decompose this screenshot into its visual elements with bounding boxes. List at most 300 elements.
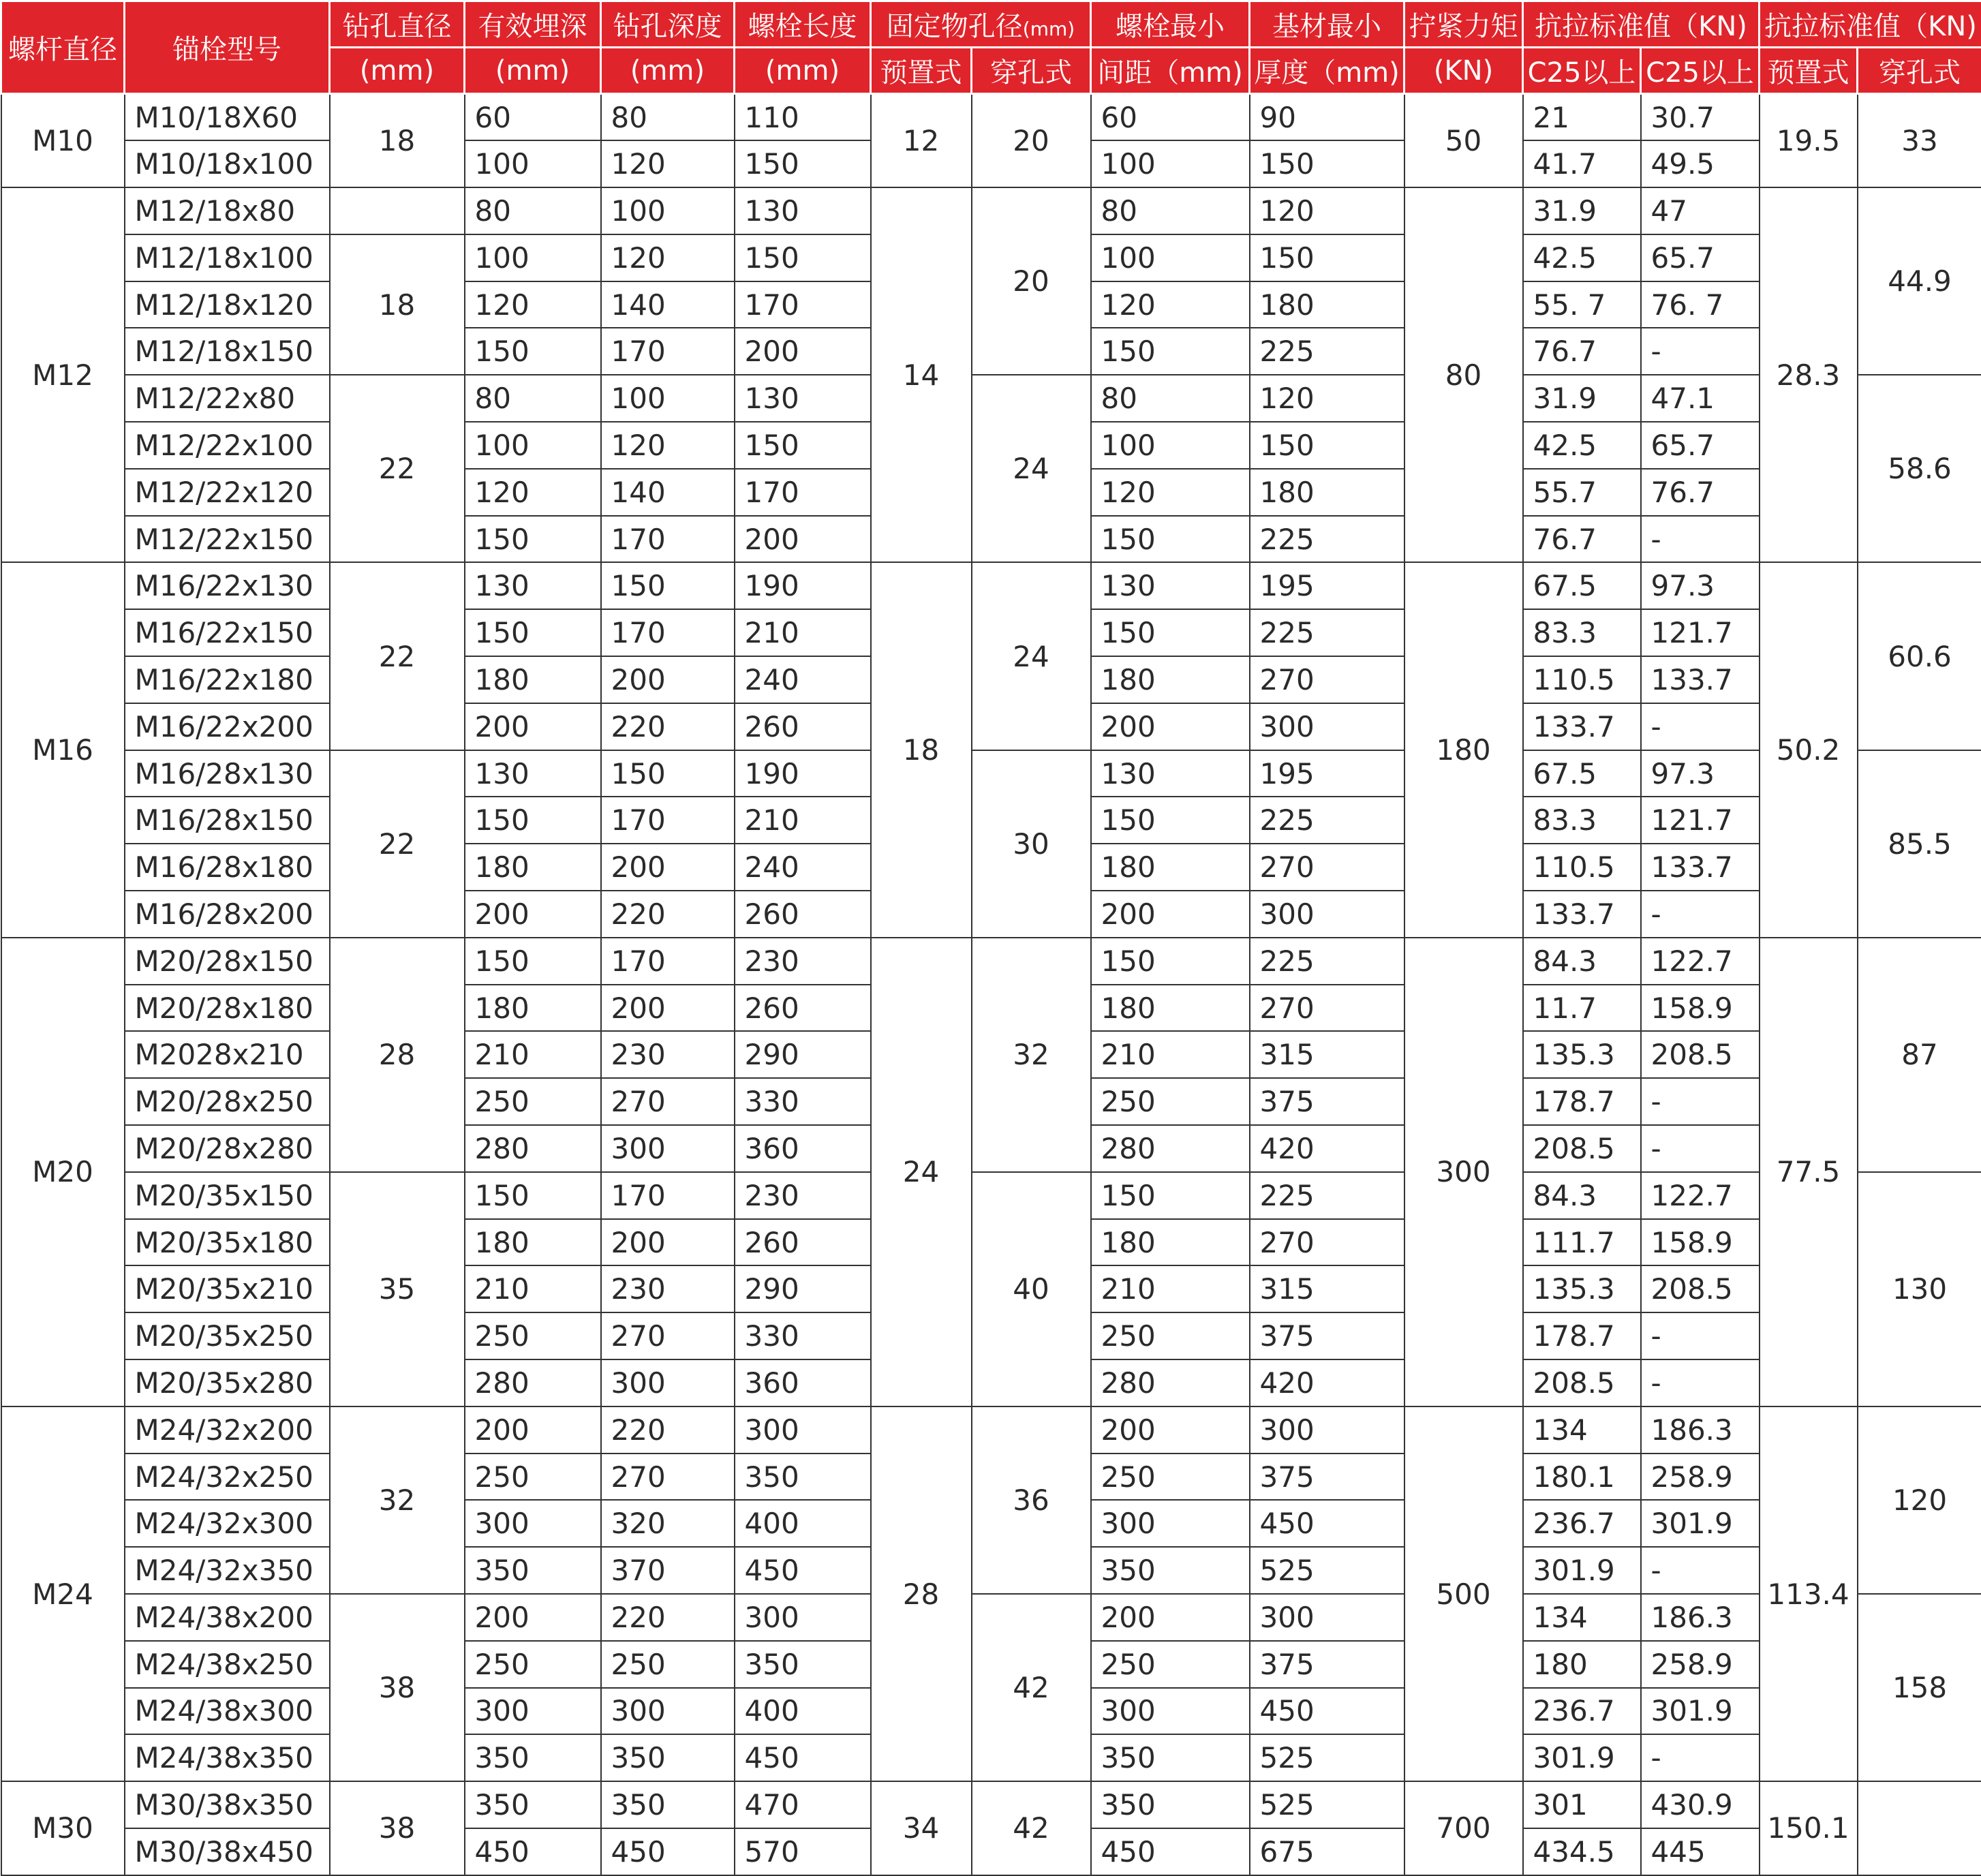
tension-through-cell: 33 xyxy=(1858,94,1981,188)
min-spacing-cell: 120 xyxy=(1091,281,1250,328)
tension-c25-a-cell: 208.5 xyxy=(1523,1125,1641,1172)
tension-c25-b-cell: - xyxy=(1641,1312,1760,1359)
drill-diameter-cell: 38 xyxy=(330,1594,465,1781)
tension-preset-cell: 28.3 xyxy=(1760,187,1858,562)
min-thickness-cell: 300 xyxy=(1250,891,1404,938)
through-hole-cell: 42 xyxy=(972,1594,1091,1781)
tension-c25-a-cell: 84.3 xyxy=(1523,1172,1641,1219)
torque-cell: 700 xyxy=(1404,1781,1523,1875)
tension-c25-b-cell: 47.1 xyxy=(1641,375,1760,422)
bolt-length-cell: 200 xyxy=(735,516,871,563)
header-anchor-model: 锚栓型号 xyxy=(125,1,330,94)
drill-diameter-cell: 28 xyxy=(330,938,465,1172)
bolt-length-cell: 230 xyxy=(735,938,871,985)
anchor-model-cell: M12/22x120 xyxy=(125,469,330,516)
preset-hole-cell: 28 xyxy=(871,1406,972,1781)
anchor-model-cell: M12/18x100 xyxy=(125,234,330,281)
tension-c25-a-cell: 42.5 xyxy=(1523,234,1641,281)
min-spacing-cell: 150 xyxy=(1091,797,1250,844)
drill-depth-cell: 300 xyxy=(601,1688,735,1735)
drill-depth-cell: 120 xyxy=(601,140,735,187)
anchor-model-cell: M20/28x250 xyxy=(125,1078,330,1125)
min-thickness-cell: 375 xyxy=(1250,1078,1404,1125)
anchor-model-cell: M10/18x100 xyxy=(125,140,330,187)
anchor-model-cell: M12/18x120 xyxy=(125,281,330,328)
tension-c25-b-cell: 76. 7 xyxy=(1641,281,1760,328)
tension-c25-b-cell: - xyxy=(1641,1734,1760,1781)
bolt-length-cell: 330 xyxy=(735,1312,871,1359)
tension-c25-a-cell: 84.3 xyxy=(1523,938,1641,985)
bolt-diameter-cell: M24 xyxy=(1,1406,125,1781)
min-spacing-cell: 250 xyxy=(1091,1078,1250,1125)
tension-through-cell: 58.6 xyxy=(1858,375,1981,562)
torque-cell: 50 xyxy=(1404,94,1523,188)
min-spacing-cell: 350 xyxy=(1091,1781,1250,1828)
embedment-cell: 130 xyxy=(465,562,601,609)
tension-c25-b-cell: 133.7 xyxy=(1641,844,1760,891)
drill-diameter-cell: 18 xyxy=(330,94,465,188)
min-spacing-cell: 150 xyxy=(1091,938,1250,985)
bolt-length-cell: 290 xyxy=(735,1031,871,1078)
tension-through-cell: 120 xyxy=(1858,1406,1981,1594)
tension-preset-cell: 113.4 xyxy=(1760,1406,1858,1781)
bolt-length-cell: 130 xyxy=(735,375,871,422)
tension-c25-b-cell: 186.3 xyxy=(1641,1594,1760,1641)
drill-depth-cell: 200 xyxy=(601,1219,735,1266)
min-spacing-cell: 350 xyxy=(1091,1734,1250,1781)
tension-c25-a-cell: 134 xyxy=(1523,1406,1641,1454)
bolt-length-cell: 260 xyxy=(735,1219,871,1266)
bolt-length-cell: 260 xyxy=(735,703,871,750)
min-spacing-cell: 200 xyxy=(1091,1594,1250,1641)
min-thickness-cell: 525 xyxy=(1250,1547,1404,1594)
min-thickness-cell: 270 xyxy=(1250,656,1404,703)
torque-cell: 500 xyxy=(1404,1406,1523,1781)
embedment-cell: 100 xyxy=(465,422,601,469)
drill-depth-cell: 140 xyxy=(601,281,735,328)
embedment-cell: 150 xyxy=(465,516,601,563)
min-thickness-cell: 450 xyxy=(1250,1500,1404,1547)
anchor-model-cell: M16/28x180 xyxy=(125,844,330,891)
bolt-length-cell: 190 xyxy=(735,562,871,609)
header-min-thickness: 基材最小 xyxy=(1250,1,1404,48)
embedment-cell: 150 xyxy=(465,797,601,844)
through-hole-cell: 30 xyxy=(972,750,1091,938)
tension-c25-a-cell: 111.7 xyxy=(1523,1219,1641,1266)
tension-c25-b-cell: - xyxy=(1641,1078,1760,1125)
header-tension-preset: 预置式 xyxy=(1760,48,1858,94)
drill-depth-cell: 170 xyxy=(601,328,735,375)
anchor-model-cell: M24/38x250 xyxy=(125,1641,330,1688)
bolt-length-cell: 170 xyxy=(735,469,871,516)
header-c25-b: C25以上 xyxy=(1641,48,1760,94)
tension-c25-b-cell: 133.7 xyxy=(1641,656,1760,703)
min-spacing-cell: 100 xyxy=(1091,422,1250,469)
drill-depth-cell: 270 xyxy=(601,1078,735,1125)
header-row-1 xyxy=(1,1,1981,48)
anchor-model-cell: M12/22x80 xyxy=(125,375,330,422)
torque-cell: 300 xyxy=(1404,938,1523,1406)
min-spacing-cell: 280 xyxy=(1091,1359,1250,1406)
drill-depth-cell: 320 xyxy=(601,1500,735,1547)
bolt-length-cell: 200 xyxy=(735,328,871,375)
tension-preset-cell: 19.5 xyxy=(1760,94,1858,188)
anchor-model-cell: M16/22x130 xyxy=(125,562,330,609)
tension-c25-a-cell: 133.7 xyxy=(1523,703,1641,750)
tension-preset-cell: 77.5 xyxy=(1760,938,1858,1406)
table-row xyxy=(1,750,1981,797)
embedment-cell: 100 xyxy=(465,234,601,281)
min-spacing-cell: 200 xyxy=(1091,1406,1250,1454)
tension-c25-b-cell: 158.9 xyxy=(1641,985,1760,1032)
min-thickness-cell: 180 xyxy=(1250,281,1404,328)
header-drill-diameter: 钻孔直径 xyxy=(330,1,465,48)
tension-c25-a-cell: 55. 7 xyxy=(1523,281,1641,328)
tension-c25-a-cell: 110.5 xyxy=(1523,844,1641,891)
tension-c25-a-cell: 134 xyxy=(1523,1594,1641,1641)
tension-c25-a-cell: 76.7 xyxy=(1523,328,1641,375)
bolt-diameter-cell: M30 xyxy=(1,1781,125,1875)
embedment-cell: 280 xyxy=(465,1359,601,1406)
tension-c25-b-cell: 301.9 xyxy=(1641,1500,1760,1547)
min-spacing-cell: 80 xyxy=(1091,187,1250,234)
tension-through-cell: 158 xyxy=(1858,1594,1981,1781)
drill-diameter-cell xyxy=(330,187,465,234)
bolt-length-cell: 190 xyxy=(735,750,871,797)
drill-depth-cell: 270 xyxy=(601,1312,735,1359)
anchor-model-cell: M20/35x150 xyxy=(125,1172,330,1219)
tension-c25-b-cell: 49.5 xyxy=(1641,140,1760,187)
tension-c25-b-cell: - xyxy=(1641,703,1760,750)
embedment-cell: 200 xyxy=(465,1594,601,1641)
drill-depth-cell: 250 xyxy=(601,1641,735,1688)
bolt-length-cell: 470 xyxy=(735,1781,871,1828)
bolt-length-cell: 110 xyxy=(735,94,871,141)
embedment-cell: 80 xyxy=(465,187,601,234)
tension-c25-b-cell: 30.7 xyxy=(1641,94,1760,141)
min-thickness-cell: 315 xyxy=(1250,1265,1404,1312)
tension-c25-b-cell: 121.7 xyxy=(1641,797,1760,844)
min-thickness-cell: 375 xyxy=(1250,1641,1404,1688)
drill-depth-cell: 80 xyxy=(601,94,735,141)
bolt-length-cell: 450 xyxy=(735,1734,871,1781)
drill-diameter-cell: 22 xyxy=(330,750,465,938)
tension-c25-b-cell: 97.3 xyxy=(1641,562,1760,609)
through-hole-cell: 24 xyxy=(972,562,1091,750)
tension-c25-b-cell: - xyxy=(1641,1547,1760,1594)
min-thickness-cell: 225 xyxy=(1250,609,1404,656)
drill-depth-cell: 220 xyxy=(601,1594,735,1641)
tension-c25-a-cell: 55.7 xyxy=(1523,469,1641,516)
drill-diameter-cell: 22 xyxy=(330,375,465,562)
min-spacing-cell: 200 xyxy=(1091,891,1250,938)
tension-preset-cell: 50.2 xyxy=(1760,562,1858,937)
drill-diameter-cell: 18 xyxy=(330,234,465,375)
anchor-model-cell: M20/35x250 xyxy=(125,1312,330,1359)
anchor-model-cell: M24/32x200 xyxy=(125,1406,330,1454)
tension-c25-a-cell: 434.5 xyxy=(1523,1828,1641,1875)
bolt-length-cell: 350 xyxy=(735,1641,871,1688)
tension-c25-b-cell: 301.9 xyxy=(1641,1688,1760,1735)
tension-c25-a-cell: 133.7 xyxy=(1523,891,1641,938)
anchor-model-cell: M20/35x180 xyxy=(125,1219,330,1266)
tension-c25-a-cell: 236.7 xyxy=(1523,1500,1641,1547)
anchor-model-cell: M24/38x350 xyxy=(125,1734,330,1781)
embedment-cell: 250 xyxy=(465,1312,601,1359)
drill-depth-cell: 120 xyxy=(601,234,735,281)
tension-c25-b-cell: 47 xyxy=(1641,187,1760,234)
min-thickness-cell: 225 xyxy=(1250,1172,1404,1219)
anchor-model-cell: M24/32x300 xyxy=(125,1500,330,1547)
header-unit-drill-depth: (mm) xyxy=(601,48,735,94)
min-spacing-cell: 150 xyxy=(1091,516,1250,563)
min-spacing-cell: 60 xyxy=(1091,94,1250,141)
bolt-diameter-cell: M16 xyxy=(1,562,125,937)
tension-c25-a-cell: 178.7 xyxy=(1523,1078,1641,1125)
header-drill-depth: 钻孔深度 xyxy=(601,1,735,48)
min-thickness-cell: 420 xyxy=(1250,1125,1404,1172)
anchor-model-cell: M20/28x280 xyxy=(125,1125,330,1172)
header-tension-install: 抗拉标准值（KN) xyxy=(1760,1,1981,48)
embedment-cell: 250 xyxy=(465,1078,601,1125)
min-spacing-cell: 80 xyxy=(1091,375,1250,422)
min-thickness-cell: 120 xyxy=(1250,375,1404,422)
drill-depth-cell: 200 xyxy=(601,844,735,891)
bolt-length-cell: 150 xyxy=(735,234,871,281)
bolt-length-cell: 170 xyxy=(735,281,871,328)
bolt-length-cell: 400 xyxy=(735,1688,871,1735)
drill-diameter-cell: 32 xyxy=(330,1406,465,1594)
min-spacing-cell: 200 xyxy=(1091,703,1250,750)
tension-c25-a-cell: 178.7 xyxy=(1523,1312,1641,1359)
tension-through-cell: 130 xyxy=(1858,1172,1981,1406)
min-spacing-cell: 250 xyxy=(1091,1312,1250,1359)
bolt-length-cell: 240 xyxy=(735,844,871,891)
drill-depth-cell: 170 xyxy=(601,938,735,985)
min-spacing-cell: 250 xyxy=(1091,1641,1250,1688)
tension-through-cell: 44.9 xyxy=(1858,187,1981,375)
tension-c25-b-cell: 430.9 xyxy=(1641,1781,1760,1828)
table-header xyxy=(1,1,1981,94)
tension-c25-a-cell: 42.5 xyxy=(1523,422,1641,469)
header-c25-a: C25以上 xyxy=(1523,48,1641,94)
anchor-model-cell: M16/28x130 xyxy=(125,750,330,797)
preset-hole-cell: 18 xyxy=(871,562,972,937)
drill-depth-cell: 170 xyxy=(601,797,735,844)
tension-c25-a-cell: 180 xyxy=(1523,1641,1641,1688)
embedment-cell: 450 xyxy=(465,1828,601,1875)
drill-depth-cell: 200 xyxy=(601,985,735,1032)
anchor-model-cell: M12/22x150 xyxy=(125,516,330,563)
bolt-length-cell: 150 xyxy=(735,422,871,469)
drill-depth-cell: 220 xyxy=(601,891,735,938)
min-thickness-cell: 525 xyxy=(1250,1781,1404,1828)
tension-through-cell xyxy=(1858,1781,1981,1875)
header-min-spacing: 螺栓最小 xyxy=(1091,1,1250,48)
anchor-model-cell: M20/28x150 xyxy=(125,938,330,985)
min-spacing-cell: 150 xyxy=(1091,328,1250,375)
tension-c25-b-cell: - xyxy=(1641,516,1760,563)
drill-depth-cell: 350 xyxy=(601,1734,735,1781)
tension-c25-b-cell: 258.9 xyxy=(1641,1641,1760,1688)
min-thickness-cell: 225 xyxy=(1250,938,1404,985)
drill-depth-cell: 140 xyxy=(601,469,735,516)
embedment-cell: 150 xyxy=(465,938,601,985)
embedment-cell: 280 xyxy=(465,1125,601,1172)
header-spacing-unit: 间距（mm) xyxy=(1091,48,1250,94)
anchor-model-cell: M16/22x200 xyxy=(125,703,330,750)
bolt-length-cell: 360 xyxy=(735,1359,871,1406)
min-spacing-cell: 300 xyxy=(1091,1500,1250,1547)
tension-c25-b-cell: 186.3 xyxy=(1641,1406,1760,1454)
tension-c25-a-cell: 31.9 xyxy=(1523,375,1641,422)
min-spacing-cell: 150 xyxy=(1091,609,1250,656)
embedment-cell: 150 xyxy=(465,1172,601,1219)
min-thickness-cell: 375 xyxy=(1250,1454,1404,1501)
drill-depth-cell: 120 xyxy=(601,422,735,469)
drill-depth-cell: 170 xyxy=(601,516,735,563)
bolt-length-cell: 210 xyxy=(735,797,871,844)
min-spacing-cell: 180 xyxy=(1091,844,1250,891)
min-thickness-cell: 675 xyxy=(1250,1828,1404,1875)
anchor-model-cell: M24/32x250 xyxy=(125,1454,330,1501)
min-spacing-cell: 450 xyxy=(1091,1828,1250,1875)
bolt-length-cell: 230 xyxy=(735,1172,871,1219)
embedment-cell: 130 xyxy=(465,750,601,797)
header-fixture-hole-label: 固定物孔径 xyxy=(887,11,1023,42)
embedment-cell: 250 xyxy=(465,1641,601,1688)
embedment-cell: 180 xyxy=(465,985,601,1032)
min-spacing-cell: 250 xyxy=(1091,1454,1250,1501)
header-bolt-diameter: 螺杆直径 xyxy=(1,1,125,94)
tension-c25-b-cell: 121.7 xyxy=(1641,609,1760,656)
min-thickness-cell: 420 xyxy=(1250,1359,1404,1406)
tension-c25-b-cell: - xyxy=(1641,328,1760,375)
anchor-model-cell: M20/28x180 xyxy=(125,985,330,1032)
tension-c25-a-cell: 301.9 xyxy=(1523,1547,1641,1594)
drill-diameter-cell: 35 xyxy=(330,1172,465,1406)
embedment-cell: 300 xyxy=(465,1688,601,1735)
table-row xyxy=(1,94,1981,141)
tension-c25-a-cell: 135.3 xyxy=(1523,1031,1641,1078)
embedment-cell: 120 xyxy=(465,469,601,516)
header-thickness-unit: 厚度（mm) xyxy=(1250,48,1404,94)
bolt-length-cell: 350 xyxy=(735,1454,871,1501)
min-thickness-cell: 225 xyxy=(1250,797,1404,844)
tension-preset-cell: 150.1 xyxy=(1760,1781,1858,1875)
embedment-cell: 210 xyxy=(465,1031,601,1078)
drill-depth-cell: 230 xyxy=(601,1265,735,1312)
min-thickness-cell: 270 xyxy=(1250,985,1404,1032)
header-unit-embedment: (mm) xyxy=(465,48,601,94)
bolt-length-cell: 360 xyxy=(735,1125,871,1172)
bolt-length-cell: 260 xyxy=(735,985,871,1032)
tension-c25-a-cell: 236.7 xyxy=(1523,1688,1641,1735)
drill-depth-cell: 370 xyxy=(601,1547,735,1594)
tension-c25-b-cell: 208.5 xyxy=(1641,1265,1760,1312)
tension-c25-a-cell: 301.9 xyxy=(1523,1734,1641,1781)
header-unit-drill-diameter: (mm) xyxy=(330,48,465,94)
anchor-model-cell: M12/18x150 xyxy=(125,328,330,375)
tension-c25-a-cell: 301 xyxy=(1523,1781,1641,1828)
embedment-cell: 180 xyxy=(465,844,601,891)
min-spacing-cell: 180 xyxy=(1091,985,1250,1032)
min-spacing-cell: 210 xyxy=(1091,1265,1250,1312)
min-spacing-cell: 130 xyxy=(1091,750,1250,797)
through-hole-cell: 42 xyxy=(972,1781,1091,1875)
min-thickness-cell: 225 xyxy=(1250,516,1404,563)
tension-c25-a-cell: 11.7 xyxy=(1523,985,1641,1032)
drill-depth-cell: 170 xyxy=(601,609,735,656)
tension-through-cell: 60.6 xyxy=(1858,562,1981,750)
header-preset: 预置式 xyxy=(871,48,972,94)
anchor-model-cell: M20/35x280 xyxy=(125,1359,330,1406)
tension-c25-b-cell: - xyxy=(1641,1359,1760,1406)
tension-c25-a-cell: 76.7 xyxy=(1523,516,1641,563)
preset-hole-cell: 24 xyxy=(871,938,972,1406)
tension-c25-a-cell: 208.5 xyxy=(1523,1359,1641,1406)
table-body xyxy=(1,94,1981,1875)
tension-c25-a-cell: 110.5 xyxy=(1523,656,1641,703)
min-spacing-cell: 130 xyxy=(1091,562,1250,609)
tension-through-cell: 85.5 xyxy=(1858,750,1981,938)
tension-c25-b-cell: 76.7 xyxy=(1641,469,1760,516)
anchor-model-cell: M16/28x200 xyxy=(125,891,330,938)
min-thickness-cell: 270 xyxy=(1250,1219,1404,1266)
drill-diameter-cell: 38 xyxy=(330,1781,465,1875)
tension-c25-a-cell: 135.3 xyxy=(1523,1265,1641,1312)
through-hole-cell: 24 xyxy=(972,375,1091,562)
anchor-model-cell: M16/22x180 xyxy=(125,656,330,703)
anchor-model-cell: M16/22x150 xyxy=(125,609,330,656)
tension-through-cell: 87 xyxy=(1858,938,1981,1172)
tension-c25-a-cell: 83.3 xyxy=(1523,609,1641,656)
header-bolt-length: 螺栓长度 xyxy=(735,1,871,48)
header-fixture-hole xyxy=(871,1,1091,48)
min-spacing-cell: 350 xyxy=(1091,1547,1250,1594)
tension-c25-b-cell: 65.7 xyxy=(1641,422,1760,469)
drill-depth-cell: 450 xyxy=(601,1828,735,1875)
header-tension-through: 穿孔式 xyxy=(1858,48,1981,94)
embedment-cell: 180 xyxy=(465,656,601,703)
table-row xyxy=(1,562,1981,609)
embedment-cell: 180 xyxy=(465,1219,601,1266)
tension-c25-b-cell: 158.9 xyxy=(1641,1219,1760,1266)
tension-c25-b-cell: - xyxy=(1641,1125,1760,1172)
embedment-cell: 150 xyxy=(465,609,601,656)
anchor-model-cell: M30/38x450 xyxy=(125,1828,330,1875)
embedment-cell: 200 xyxy=(465,703,601,750)
anchor-model-cell: M24/38x200 xyxy=(125,1594,330,1641)
drill-depth-cell: 270 xyxy=(601,1454,735,1501)
min-spacing-cell: 180 xyxy=(1091,1219,1250,1266)
min-thickness-cell: 150 xyxy=(1250,234,1404,281)
embedment-cell: 200 xyxy=(465,1406,601,1454)
tension-c25-b-cell: 122.7 xyxy=(1641,938,1760,985)
anchor-model-cell: M20/35x210 xyxy=(125,1265,330,1312)
drill-depth-cell: 150 xyxy=(601,750,735,797)
min-thickness-cell: 150 xyxy=(1250,140,1404,187)
header-fixture-hole-unit: (mm) xyxy=(1023,18,1075,40)
min-thickness-cell: 300 xyxy=(1250,703,1404,750)
bolt-length-cell: 260 xyxy=(735,891,871,938)
table-row xyxy=(1,1594,1981,1641)
embedment-cell: 200 xyxy=(465,891,601,938)
bolt-length-cell: 130 xyxy=(735,187,871,234)
header-through: 穿孔式 xyxy=(972,48,1091,94)
min-thickness-cell: 195 xyxy=(1250,750,1404,797)
tension-c25-a-cell: 67.5 xyxy=(1523,562,1641,609)
